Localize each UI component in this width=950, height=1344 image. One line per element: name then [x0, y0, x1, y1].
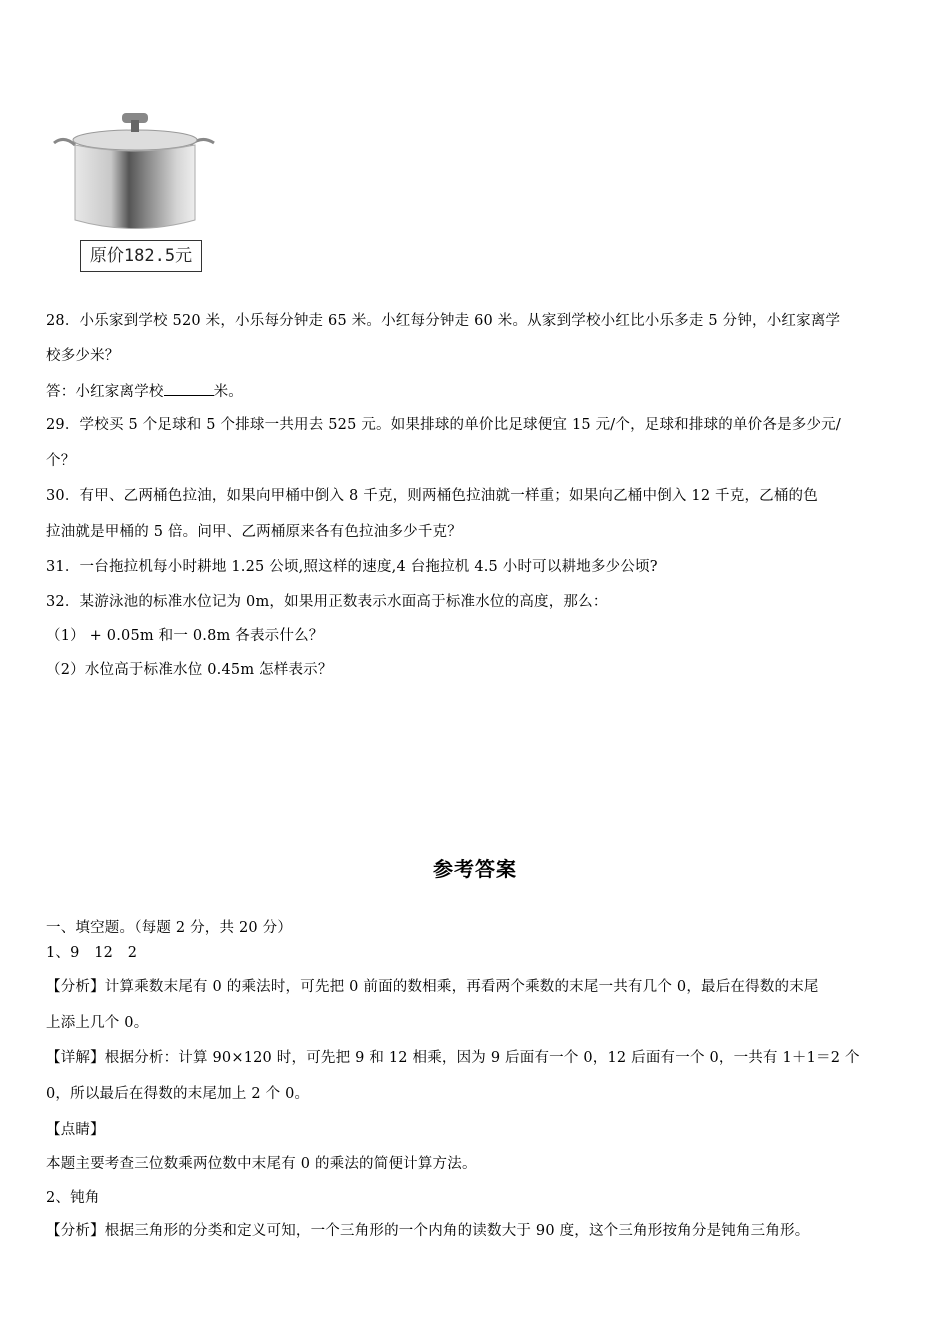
- answer-prefix: 答：小红家离学校: [46, 384, 164, 400]
- question-29-line-2: 个？: [46, 453, 76, 469]
- answer-1-comment: 本题主要考查三位数乘两位数中末尾有 0 的乘法的简便计算方法。: [46, 1156, 477, 1172]
- answer-blank[interactable]: [164, 381, 214, 396]
- question-29-line-1: 29．学校买 5 个足球和 5 个排球一共用去 525 元。如果排球的单价比足球便宜 15 元/个，足球和排球的单价各是多少元/: [46, 417, 841, 433]
- question-32-part-2: （2）水位高于标准水位 0.45m 怎样表示？: [46, 662, 333, 678]
- section-1-heading: 一、填空题。（每题 2 分，共 20 分）: [46, 920, 293, 936]
- answer-1-detail-line-1: 【详解】根据分析：计算 90×120 时，可先把 9 和 12 相乘，因为 9 后面有一个 0，12 后面有一个 0，一共有 1＋1＝2 个: [46, 1050, 860, 1066]
- answer-1-analysis-line-1: 【分析】计算乘数末尾有 0 的乘法时，可先把 0 前面的数相乘，再看两个乘数的末尾一共有几个 0，最后在得数的末尾: [46, 979, 819, 995]
- answer-suffix: 米。: [213, 384, 244, 400]
- answer-2-analysis: 【分析】根据三角形的分类和定义可知，一个三角形的一个内角的读数大于 90 度，这个三角形按角分是钝角三角形。: [46, 1223, 810, 1239]
- question-28-answer: [46, 381, 908, 402]
- question-32-part-1: （1） + 0.05m 和一 0.8m 各表示什么？: [46, 628, 324, 644]
- answer-1-comment-label: 【点睛】: [46, 1122, 105, 1138]
- original-price-label: 原价182.5元: [80, 240, 202, 272]
- question-30-line-2: 拉油就是甲桶的 5 倍。问甲、乙两桶原来各有色拉油多少千克？: [46, 524, 462, 540]
- question-31: 31．一台拖拉机每小时耕地 1.25 公顷,照这样的速度,4 台拖拉机 4.5 小时可以耕地多少公顷?: [46, 559, 658, 575]
- answer-1-analysis-line-2: 上添上几个 0。: [46, 1015, 149, 1031]
- answers-title: 参考答案: [433, 857, 517, 881]
- question-30-line-1: 30．有甲、乙两桶色拉油，如果向甲桶中倒入 8 千克，则两桶色拉油就一样重；如果向乙桶中倒入 12 千克，乙桶的色: [46, 488, 818, 504]
- answer-1-detail-line-2: 0，所以最后在得数的末尾加上 2 个 0。: [46, 1086, 310, 1102]
- question-32: 32．某游泳池的标准水位记为 0m，如果用正数表示水面高于标准水位的高度，那么：: [46, 594, 608, 610]
- answer-2-header: 2、钝角: [46, 1190, 100, 1206]
- question-28-line-1: 28．小乐家到学校 520 米，小乐每分钟走 65 米。小红每分钟走 60 米。从家到学校小红比小乐多走 5 分钟，小红家离学: [46, 313, 841, 329]
- question-28-line-2: 校多少米？: [46, 348, 120, 364]
- answer-1-header: 1、9 12 2: [46, 945, 138, 961]
